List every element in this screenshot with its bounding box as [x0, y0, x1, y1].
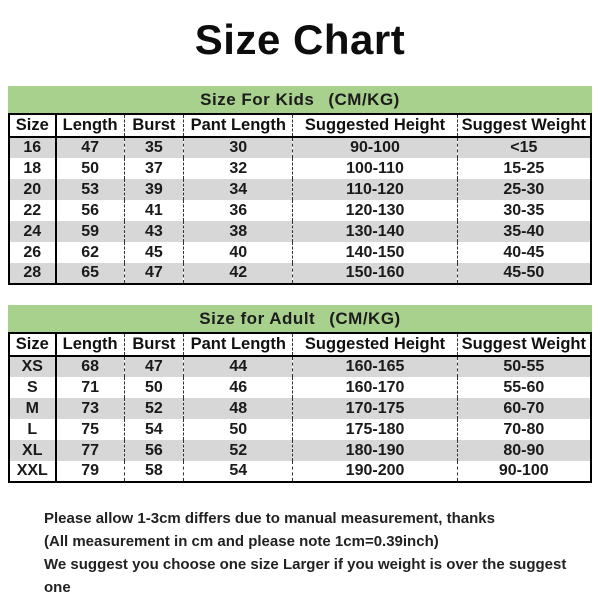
column-header: Burst [124, 333, 183, 356]
table-cell: 34 [184, 179, 293, 200]
column-header: Size [9, 114, 56, 137]
column-header: Suggest Weight [457, 333, 591, 356]
table-cell: 50 [56, 158, 125, 179]
table-cell: 62 [56, 242, 125, 263]
table-cell: 35 [124, 137, 183, 158]
table-cell: 26 [9, 242, 56, 263]
table-cell: 47 [56, 137, 125, 158]
column-header: Suggested Height [293, 333, 457, 356]
table-cell: 71 [56, 377, 125, 398]
table-cell: 160-170 [293, 377, 457, 398]
table-cell: 24 [9, 221, 56, 242]
kids-section-banner [8, 86, 592, 113]
kids-banner-unit: (CM/KG) [328, 90, 400, 110]
column-header: Pant Length [184, 114, 293, 137]
table-cell: 42 [184, 263, 293, 284]
table-cell: 190-200 [293, 461, 457, 482]
table-cell: M [9, 398, 56, 419]
table-row [9, 158, 591, 179]
table-row [9, 137, 591, 158]
table-cell: 50 [184, 419, 293, 440]
table-cell: 90-100 [457, 461, 591, 482]
table-cell: 35-40 [457, 221, 591, 242]
table-cell: 150-160 [293, 263, 457, 284]
table-row [9, 398, 591, 419]
table-cell: 40 [184, 242, 293, 263]
table-cell: 25-30 [457, 179, 591, 200]
table-cell: <15 [457, 137, 591, 158]
table-cell: 140-150 [293, 242, 457, 263]
table-cell: 79 [56, 461, 125, 482]
table-row [9, 419, 591, 440]
adult-size-table [8, 332, 592, 483]
table-cell: 45-50 [457, 263, 591, 284]
table-cell: S [9, 377, 56, 398]
table-cell: XXL [9, 461, 56, 482]
table-cell: XL [9, 440, 56, 461]
table-cell: 180-190 [293, 440, 457, 461]
table-cell: 77 [56, 440, 125, 461]
table-cell: 54 [124, 419, 183, 440]
table-cell: 47 [124, 263, 183, 284]
column-header: Pant Length [184, 333, 293, 356]
table-cell: 170-175 [293, 398, 457, 419]
table-cell: 68 [56, 356, 125, 377]
measurement-notes [44, 507, 592, 599]
kids-section [8, 86, 592, 285]
table-cell: L [9, 419, 56, 440]
table-cell: 20 [9, 179, 56, 200]
note-line: (All measurement in cm and please note 1cm=0.39inch) [44, 533, 439, 551]
table-cell: 15-25 [457, 158, 591, 179]
table-cell: 36 [184, 200, 293, 221]
column-header: Suggest Weight [457, 114, 591, 137]
table-cell: 44 [184, 356, 293, 377]
adult-banner-title: Size for Adult [199, 309, 316, 329]
adult-header-row [9, 333, 591, 356]
table-cell: 43 [124, 221, 183, 242]
table-cell: 30-35 [457, 200, 591, 221]
table-cell: 60-70 [457, 398, 591, 419]
column-header: Length [56, 114, 125, 137]
table-cell: 53 [56, 179, 125, 200]
kids-banner-title: Size For Kids [200, 90, 315, 110]
table-cell: 32 [184, 158, 293, 179]
table-cell: 46 [184, 377, 293, 398]
adult-banner-unit: (CM/KG) [329, 309, 401, 329]
table-cell: 73 [56, 398, 125, 419]
table-cell: 52 [124, 398, 183, 419]
table-cell: 45 [124, 242, 183, 263]
table-cell: 175-180 [293, 419, 457, 440]
table-cell: 110-120 [293, 179, 457, 200]
table-cell: 55-60 [457, 377, 591, 398]
table-row [9, 440, 591, 461]
table-cell: 52 [184, 440, 293, 461]
table-row [9, 377, 591, 398]
table-cell: 58 [124, 461, 183, 482]
table-cell: 56 [124, 440, 183, 461]
adult-section [8, 305, 592, 483]
table-cell: 56 [56, 200, 125, 221]
table-cell: 50-55 [457, 356, 591, 377]
table-row [9, 200, 591, 221]
table-cell: 40-45 [457, 242, 591, 263]
adult-section-banner [8, 305, 592, 332]
table-cell: 41 [124, 200, 183, 221]
table-cell: 22 [9, 200, 56, 221]
table-cell: 160-165 [293, 356, 457, 377]
table-row [9, 263, 591, 284]
table-cell: 120-130 [293, 200, 457, 221]
table-cell: 30 [184, 137, 293, 158]
table-cell: 75 [56, 419, 125, 440]
kids-size-table [8, 113, 592, 285]
table-cell: XS [9, 356, 56, 377]
table-cell: 80-90 [457, 440, 591, 461]
kids-header-row [9, 114, 591, 137]
size-chart-page [0, 16, 600, 600]
page-title: Size Chart [194, 16, 406, 63]
table-cell: 39 [124, 179, 183, 200]
table-cell: 18 [9, 158, 56, 179]
table-row [9, 461, 591, 482]
table-cell: 16 [9, 137, 56, 158]
table-cell: 54 [184, 461, 293, 482]
table-cell: 47 [124, 356, 183, 377]
column-header: Burst [124, 114, 183, 137]
table-cell: 50 [124, 377, 183, 398]
table-cell: 70-80 [457, 419, 591, 440]
column-header: Suggested Height [293, 114, 457, 137]
note-line: We suggest you choose one size Larger if you weight is over the suggest one [44, 556, 567, 597]
table-cell: 100-110 [293, 158, 457, 179]
note-line: Please allow 1-3cm differs due to manual measurement, thanks [44, 510, 495, 528]
column-header: Size [9, 333, 56, 356]
table-cell: 90-100 [293, 137, 457, 158]
table-row [9, 221, 591, 242]
table-row [9, 356, 591, 377]
table-row [9, 242, 591, 263]
table-cell: 38 [184, 221, 293, 242]
table-row [9, 179, 591, 200]
table-cell: 28 [9, 263, 56, 284]
column-header: Length [56, 333, 125, 356]
table-cell: 59 [56, 221, 125, 242]
table-cell: 37 [124, 158, 183, 179]
table-cell: 130-140 [293, 221, 457, 242]
table-cell: 48 [184, 398, 293, 419]
table-cell: 65 [56, 263, 125, 284]
